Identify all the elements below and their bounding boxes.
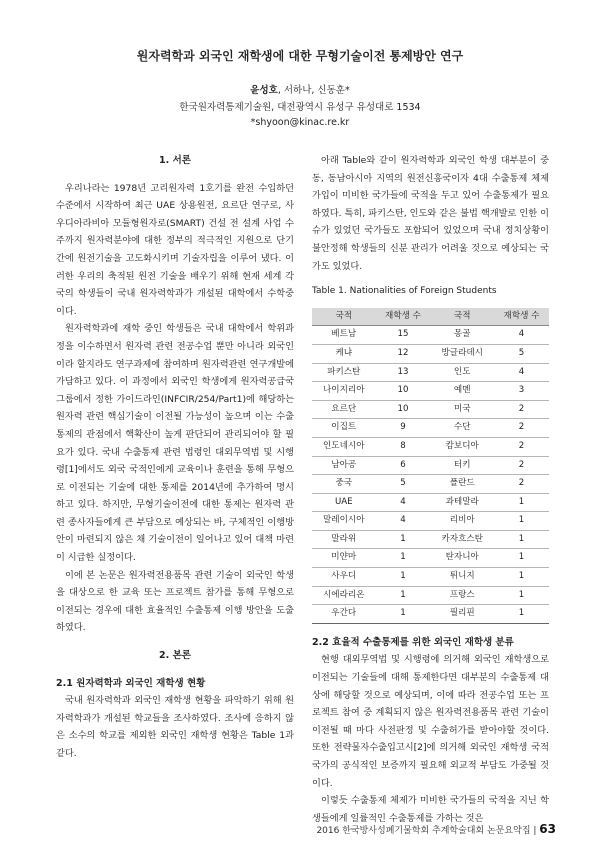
table-cell: 파키스탄 bbox=[312, 363, 376, 382]
table-cell: 탄자니아 bbox=[430, 549, 494, 568]
table-cell: 미얀마 bbox=[312, 549, 376, 568]
subsection-heading-2-1: 2.1 원자력학과 외국인 재학생 현황 bbox=[56, 677, 206, 689]
body-paragraph-1: 국내 원자력학과 외국인 재학생 현황을 파악하기 위해 원자력학과가 개설된 학교들을 조사하였다. 조사에 응하지 않은 소수의 학교를 제외한 외국인 재학생 현황은 Table 1과 같다. bbox=[56, 695, 294, 759]
table-cell: 2 bbox=[494, 419, 549, 438]
table-cell: 1 bbox=[494, 605, 549, 624]
table-cell: 4 bbox=[376, 512, 431, 531]
table-cell: 2 bbox=[494, 456, 549, 475]
table-row bbox=[312, 475, 549, 494]
section-heading-intro: 1. 서론 bbox=[159, 155, 191, 166]
table-intro-paragraph: 아래 Table와 같이 원자력학과 외국인 학생 대부분이 중동, 동남아시아 지역의 원전신흥국이자 4대 수출통제 체제 가입이 미비한 국가들에 국적을 두고 있어 수출통제가 필요하였다. 특히, 파키스탄, 인도와 같은 불법 핵개발로 인한 이슈가 있었던 국가들도 포함되어 있었으며 국내 정치상황이 불안정해 학생들의 신분 관리가 어려울 것으로 예상되는 국가도 있었다. bbox=[312, 155, 549, 272]
body-paragraph-2: 현행 대외무역법 및 시행령에 의거해 외국인 재학생으로 이전되는 기술들에 대해 통제한다면 대부분의 수출통제 대상에 해당할 것으로 예상되며, 이에 따라 전공수업 또는 프로젝트 참여 중 계획되지 않은 원자력전용품목 관련 기술이 이전될 때 마다 사전판정 및 수출허가를 받아야할 것이다. 또한 전략물자수출입고시[2]에 의거해 외국인 재학생 국적국가의 공식적인 보증까지 필요해 외교적 부담도 가중될 것이다. bbox=[312, 654, 549, 789]
table-cell: 1 bbox=[494, 549, 549, 568]
table-caption: Table 1. Nationalities of Foreign Students bbox=[312, 286, 497, 297]
table-cell: 몽골 bbox=[430, 326, 494, 345]
table-cell: 4 bbox=[494, 363, 549, 382]
table-cell: 1 bbox=[494, 530, 549, 549]
table-cell: 요르단 bbox=[312, 400, 376, 419]
table-cell: 1 bbox=[376, 530, 431, 549]
table-cell: 카자흐스탄 bbox=[430, 530, 494, 549]
table-cell: 9 bbox=[376, 419, 431, 438]
table-cell: 남아공 bbox=[312, 456, 376, 475]
intro-paragraph-3: 이에 본 논문은 원자력전용품목 관련 기술이 외국인 학생을 대상으로 한 교육 또는 프로젝트 참가를 통해 무형으로 이전되는 경우에 대한 효율적인 수출통제 이행 방안을 도출하였다. bbox=[56, 569, 294, 634]
table-cell: 인도 bbox=[430, 363, 494, 382]
table-cell: 인도네시아 bbox=[312, 437, 376, 456]
table-row bbox=[312, 549, 549, 568]
page-footer bbox=[316, 822, 556, 836]
author-line bbox=[0, 82, 600, 96]
table-row bbox=[312, 363, 549, 382]
table-cell: 나이지리아 bbox=[312, 382, 376, 401]
table-cell: 5 bbox=[376, 475, 431, 494]
table-cell: 수단 bbox=[430, 419, 494, 438]
table-cell: 2 bbox=[494, 437, 549, 456]
table-cell: 말레이시아 bbox=[312, 512, 376, 531]
table-cell: 8 bbox=[376, 437, 431, 456]
table-cell: 3 bbox=[494, 382, 549, 401]
page-number: 63 bbox=[539, 822, 556, 836]
table-cell: 2 bbox=[494, 400, 549, 419]
table-cell: 1 bbox=[494, 568, 549, 587]
contact-email: *shyoon@kinac.re.kr bbox=[250, 117, 350, 128]
table-row bbox=[312, 382, 549, 401]
table-cell: 1 bbox=[494, 493, 549, 512]
table-cell: 10 bbox=[376, 400, 431, 419]
table-cell: 1 bbox=[494, 512, 549, 531]
table-cell: 사우디 bbox=[312, 568, 376, 587]
table-cell: 우간다 bbox=[312, 605, 376, 624]
table-header-cell: 재학생 수 bbox=[376, 308, 431, 326]
table-row bbox=[312, 400, 549, 419]
table-cell: 6 bbox=[376, 456, 431, 475]
left-column bbox=[56, 152, 294, 763]
table-row bbox=[312, 493, 549, 512]
table-row bbox=[312, 326, 549, 345]
table-cell: 13 bbox=[376, 363, 431, 382]
table-cell: 폴란드 bbox=[430, 475, 494, 494]
lead-author: 윤성호 bbox=[250, 85, 278, 96]
table-row bbox=[312, 344, 549, 363]
table-cell: 1 bbox=[494, 586, 549, 605]
table-cell: 2 bbox=[494, 475, 549, 494]
table-cell: 필리핀 bbox=[430, 605, 494, 624]
table-cell: 10 bbox=[376, 382, 431, 401]
table-header-row bbox=[312, 308, 549, 326]
table-header-cell: 국적 bbox=[430, 308, 494, 326]
intro-paragraph-1: 우리나라는 1978년 고리원자력 1호기를 완전 수입하던 수준에서 시작하여 최근 UAE 상용원전, 요르단 연구로, 사우디아라비아 모듈형원자로(SMART) 건설 전 설계 사업 수주까지 원자력분야에 대한 정부의 적극적인 지원으로 단기간에 원전기술을 고도화시키며 기술자립을 이루어 냈다. 이러한 우리의 축적된 원전 기술을 배우기 위해 현재 세계 각국의 학생들이 국내 원자력학과가 개설된 대학에서 수학중이다. bbox=[56, 182, 294, 317]
table-cell: 4 bbox=[376, 493, 431, 512]
table-cell: UAE bbox=[312, 493, 376, 512]
table-cell: 4 bbox=[494, 326, 549, 345]
table-cell: 베트남 bbox=[312, 326, 376, 345]
table-row bbox=[312, 530, 549, 549]
table-cell: 15 bbox=[376, 326, 431, 345]
table-cell: 튀니지 bbox=[430, 568, 494, 587]
table-row bbox=[312, 605, 549, 624]
right-column bbox=[312, 152, 549, 827]
table-cell: 케냐 bbox=[312, 344, 376, 363]
table-cell: 5 bbox=[494, 344, 549, 363]
table-cell: 과테말라 bbox=[430, 493, 494, 512]
table-cell: 방글라데시 bbox=[430, 344, 494, 363]
table-cell: 12 bbox=[376, 344, 431, 363]
table-cell: 1 bbox=[376, 568, 431, 587]
subsection-heading-2-2: 2.2 효율적 수출통제를 위한 외국인 재학생 분류 bbox=[312, 636, 514, 648]
affiliation: 한국원자력통제기술원, 대전광역시 유성구 유성대로 1534 bbox=[179, 102, 421, 113]
table-row bbox=[312, 456, 549, 475]
table-header-cell: 국적 bbox=[312, 308, 376, 326]
table-cell: 캄보디아 bbox=[430, 437, 494, 456]
table-header-cell: 재학생 수 bbox=[494, 308, 549, 326]
co-authors: , 서하나, 신동훈* bbox=[277, 85, 350, 96]
table-cell: 터키 bbox=[430, 456, 494, 475]
table-cell: 1 bbox=[376, 605, 431, 624]
table-body bbox=[312, 326, 549, 624]
table-row bbox=[312, 512, 549, 531]
table-cell: 이집트 bbox=[312, 419, 376, 438]
table-cell: 미국 bbox=[430, 400, 494, 419]
table-row bbox=[312, 586, 549, 605]
table-cell: 프랑스 bbox=[430, 586, 494, 605]
table-cell: 말라위 bbox=[312, 530, 376, 549]
table-row bbox=[312, 419, 549, 438]
intro-paragraph-2: 원자력학과에 재학 중인 학생들은 국내 대학에서 학위과정을 이수하면서 원자력 관련 전공수업 뿐만 아니라 외국인이라 할지라도 연구과제에 참여하며 원자력관련 연구개발에 가담하고 있다. 이 과정에서 외국인 학생에게 원자력공급국그룹에서 정한 가이드라인(INFCIR/254/Part1)에 해당하는 원자력 관련 핵심기술이 이전될 가능성이 높으며 이는 수출통제의 관점에서 핵확산이 높게 판단되어 관리되어야 할 필요가 있다. 국내 수출통제 관련 법령인 대외무역법 및 시행령[1]에서도 외국 국적인에게 교육이나 훈련을 통해 무형으로 이전되는 기술에 대한 통제를 2014년에 추가하여 명시하고 있다. 하지만, 무형기술이전에 대한 통제는 원자력 관련 종사자들에게 큰 부담으로 예상되는 바, 구체적인 이행방안이 마련되지 않은 채 기술이전이 일어나고 있어 대책 마련이 시급한 실정이다. bbox=[56, 323, 294, 564]
footer-text: 2016 한국방사성폐기물학회 추계학술대회 논문요약집 | bbox=[316, 826, 537, 836]
body-paragraph-3: 이렇듯 수출통제 체제가 미비한 국가들의 국적을 지닌 학생들에게 일률적인 수출통제를 가하는 것은 bbox=[312, 795, 549, 824]
table-cell: 1 bbox=[376, 549, 431, 568]
table-cell: 시에라리온 bbox=[312, 586, 376, 605]
table-cell: 예멘 bbox=[430, 382, 494, 401]
paper-title: 원자력학과 외국인 재학생에 대한 무형기술이전 통제방안 연구 bbox=[136, 49, 464, 63]
nationalities-table bbox=[312, 308, 549, 624]
table-cell: 중국 bbox=[312, 475, 376, 494]
section-heading-body: 2. 본론 bbox=[159, 650, 191, 662]
table-row bbox=[312, 437, 549, 456]
table-cell: 1 bbox=[376, 586, 431, 605]
table-row bbox=[312, 568, 549, 587]
table-cell: 리비아 bbox=[430, 512, 494, 531]
